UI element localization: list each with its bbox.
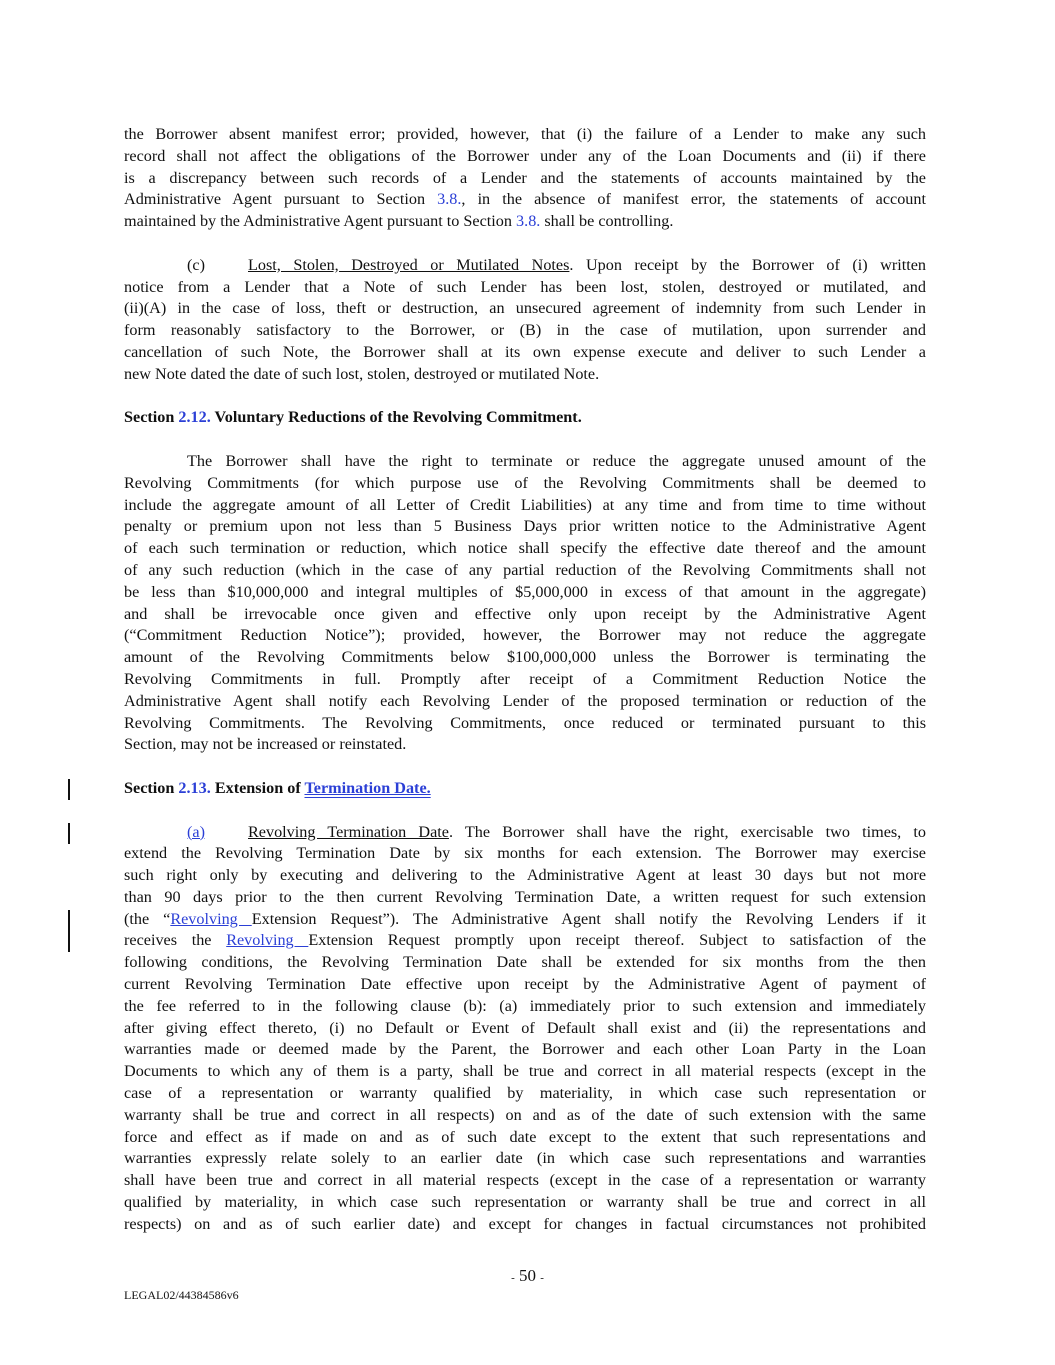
- text-run: Voluntary Reductions of the Revolving Commitment.: [210, 408, 582, 427]
- carryover-paragraph: [124, 124, 926, 233]
- text-line: [124, 516, 926, 538]
- underlined-caption: Lost, Stolen, Destroyed or Mutilated Notes: [248, 255, 570, 274]
- inserted-text: Revolving: [226, 931, 309, 950]
- text-run: record shall not affect the obligations of the Borrower under any of the Loan Documents and (ii) if there: [124, 146, 926, 165]
- text-run: (ii)(A) in the case of loss, theft or destruction, an unsecured agreement of indemnity from such Lender in: [124, 299, 926, 318]
- text-run: force and effect as if made on and as of such date except to the extent that such representations and: [124, 1127, 926, 1146]
- text-line: [124, 1148, 926, 1170]
- text-run: receives the: [124, 931, 227, 950]
- text-run: Administrative Agent shall notify each Revolving Lender of the proposed termination or reduction of the: [124, 691, 926, 710]
- text-line: [124, 342, 926, 364]
- text-line: [124, 952, 926, 974]
- text-run: Revolving Commitments (for which purpose use of the Revolving Commitments shall be deemed to: [124, 473, 926, 492]
- text-run: Documents to which any of them is a party, shall be true and correct in all material respects (except in the: [124, 1062, 926, 1081]
- text-run: following conditions, the Revolving Termination Date shall be extended for six months from the then: [124, 953, 926, 972]
- text-run: the Borrower absent manifest error; provided, however, that (i) the failure of a Lender to make any such: [124, 125, 926, 143]
- text-line: [124, 604, 926, 626]
- text-line: [124, 124, 926, 146]
- text-line: [124, 909, 926, 931]
- text-run: cancellation of such Note, the Borrower shall at its own expense execute and deliver to such Lender a: [124, 342, 926, 361]
- text-line: [124, 1214, 926, 1236]
- text-run: Extension Request promptly upon receipt thereof. Subject to satisfaction of the: [308, 931, 927, 950]
- text-run: . Upon receipt by the Borrower of (i) written: [569, 255, 926, 274]
- text-run: (the “: [124, 909, 171, 928]
- text-line: [124, 996, 926, 1018]
- text-line: [124, 189, 926, 211]
- text-run: Section: [124, 408, 179, 427]
- text-run: than 90 days prior to the then current Revolving Termination Date, a written request for such extension: [124, 887, 926, 906]
- text-run: after giving effect thereto, (i) no Default or Event of Default shall exist and (ii) the representations and: [124, 1018, 926, 1037]
- text-run: and shall be irrevocable once given and effective only upon receipt by the Administrative Agent: [124, 604, 926, 623]
- text-run: warranties expressly relate solely to an earlier date (in which case such representations and warranties: [124, 1149, 926, 1168]
- page-number: [0, 1266, 1055, 1286]
- text-run: Section, may not be increased or reinstated.: [124, 735, 407, 754]
- page-number-value: 50: [519, 1266, 536, 1285]
- text-run: The Borrower shall have the right to terminate or reduce the aggregate unused amount of the: [187, 451, 926, 470]
- text-line: [124, 538, 926, 560]
- section-reference-link[interactable]: 3.8.: [437, 190, 462, 209]
- lost-notes-paragraph: [124, 255, 926, 386]
- text-run: Section: [124, 778, 179, 797]
- text-run: extend the Revolving Termination Date by six months for each extension. The Borrower may exercise: [124, 844, 926, 863]
- text-line: [124, 887, 926, 909]
- text-run: shall be controlling.: [540, 212, 674, 231]
- text-line: [124, 1039, 926, 1061]
- text-run: amount of the Revolving Commitments below $100,000,000 unless the Borrower is terminating the: [124, 648, 926, 667]
- text-line: [124, 582, 926, 604]
- text-run: such right only by executing and delivering to the Administrative Agent at least 30 days but not more: [124, 866, 926, 885]
- text-run: warranty shall be true and correct in all respects) on and as of the date of such extension with the same: [124, 1105, 926, 1124]
- text-run: notice from a Lender that a Note of such Lender has been lost, stolen, destroyed or mutilated, and: [124, 277, 926, 296]
- text-run: new Note dated the date of such lost, stolen, destroyed or mutilated Note.: [124, 364, 600, 383]
- text-line: [124, 734, 926, 756]
- text-line: [124, 255, 926, 277]
- text-run: . The Borrower shall have the right, exercisable two times, to: [448, 822, 927, 841]
- clause-number: [187, 822, 248, 844]
- text-line: [124, 451, 926, 473]
- text-line: [124, 930, 926, 952]
- text-run: (“Commitment Reduction Notice”); provided, however, the Borrower may not reduce the aggregate: [124, 626, 926, 645]
- text-line: [124, 843, 926, 865]
- text-run: maintained by the Administrative Agent pursuant to Section: [124, 212, 517, 231]
- inserted-text: (a): [187, 822, 205, 841]
- clause-number: (c): [187, 255, 205, 274]
- text-line: [124, 277, 926, 299]
- text-line: [124, 168, 926, 190]
- text-run: the fee referred to in the following clause (b): (a) immediately prior to such extension and immediately: [124, 996, 926, 1015]
- text-run: is a discrepancy between such records of a Lender and the statements of accounts maintained by the: [124, 168, 926, 187]
- text-line: [124, 1105, 926, 1127]
- text-line: [124, 211, 926, 233]
- text-line: [124, 473, 926, 495]
- underlined-caption: Revolving Termination Date: [248, 822, 449, 841]
- section-2-13-heading: [124, 778, 926, 800]
- text-line: [124, 625, 926, 647]
- text-line: [124, 647, 926, 669]
- text-line: [124, 560, 926, 582]
- text-line: [124, 865, 926, 887]
- text-line: [124, 1192, 926, 1214]
- section-reference-link[interactable]: 3.8.: [516, 212, 541, 231]
- document-id: LEGAL02/44384586v6: [124, 1288, 239, 1302]
- text-line: [124, 146, 926, 168]
- text-run: penalty or premium upon not less than 5 Business Days prior written notice to the Administrative Agent: [124, 517, 926, 536]
- text-line: [124, 1083, 926, 1105]
- document-body: [124, 124, 926, 1257]
- section-reference-link[interactable]: 2.12.: [178, 408, 211, 427]
- inserted-text: Revolving: [170, 909, 252, 928]
- text-run: Revolving Commitments. The Revolving Commitments, once reduced or terminated pursuant to this: [124, 713, 926, 732]
- text-run: of any such reduction (which in the case of any partial reduction of the Revolving Commitments shall not: [124, 560, 926, 579]
- text-run: current Revolving Termination Date effective upon receipt by the Administrative Agent of payment of: [124, 975, 926, 994]
- text-line: [124, 1127, 926, 1149]
- text-line: [124, 1018, 926, 1040]
- reductions-paragraph: [124, 451, 926, 756]
- text-line: [124, 320, 926, 342]
- text-line: [124, 1170, 926, 1192]
- text-run: of each such termination or reduction, which notice shall specify the effective date thereof and the amount: [124, 539, 926, 558]
- text-run: include the aggregate amount of all Letter of Credit Liabilities) at any time and from time to time without: [124, 495, 926, 514]
- text-run: Extension of: [210, 778, 305, 797]
- text-run: qualified by materiality, in which case such representation or warranty shall be true and correct in all: [124, 1193, 926, 1212]
- text-line: [124, 974, 926, 996]
- inserted-heading-text: Termination Date.: [304, 778, 431, 797]
- page-number-dash: -: [540, 1272, 544, 1284]
- text-line: [124, 364, 926, 386]
- text-run: case of a representation or warranty qualified by materiality, in which case such representation or: [124, 1084, 926, 1103]
- extension-paragraph: [124, 822, 926, 1236]
- text-run: be less than $10,000,000 and integral multiples of $5,000,000 in excess of that amount in the aggregate): [124, 582, 926, 601]
- text-run: Extension Request”). The Administrative Agent shall notify the Revolving Lenders if it: [251, 909, 926, 928]
- text-run: Revolving Commitments in full. Promptly after receipt of a Commitment Reduction Notice the: [124, 669, 926, 688]
- text-line: [124, 713, 926, 735]
- text-line: [124, 1061, 926, 1083]
- text-run: , in the absence of manifest error, the statements of account: [461, 190, 926, 209]
- text-line: [124, 669, 926, 691]
- page-number-dash: -: [511, 1272, 515, 1284]
- section-reference-link[interactable]: 2.13.: [178, 778, 211, 797]
- text-line: [124, 495, 926, 517]
- text-line: [124, 691, 926, 713]
- text-run: form reasonably satisfactory to the Borrower, or (B) in the case of mutilation, upon surrender and: [124, 321, 926, 340]
- section-2-12-heading: [124, 407, 926, 429]
- text-run: shall have been true and correct in all material respects (except in the case of a representation or warranty: [124, 1171, 926, 1190]
- text-line: [124, 298, 926, 320]
- text-line: [124, 822, 926, 844]
- text-run: warranties made or deemed made by the Parent, the Borrower and each other Loan Party in the Loan: [124, 1040, 926, 1059]
- text-run: respects) on and as of such earlier date) and except for changes in factual circumstances not prohibited: [124, 1214, 926, 1233]
- text-run: Administrative Agent pursuant to Section: [124, 190, 438, 209]
